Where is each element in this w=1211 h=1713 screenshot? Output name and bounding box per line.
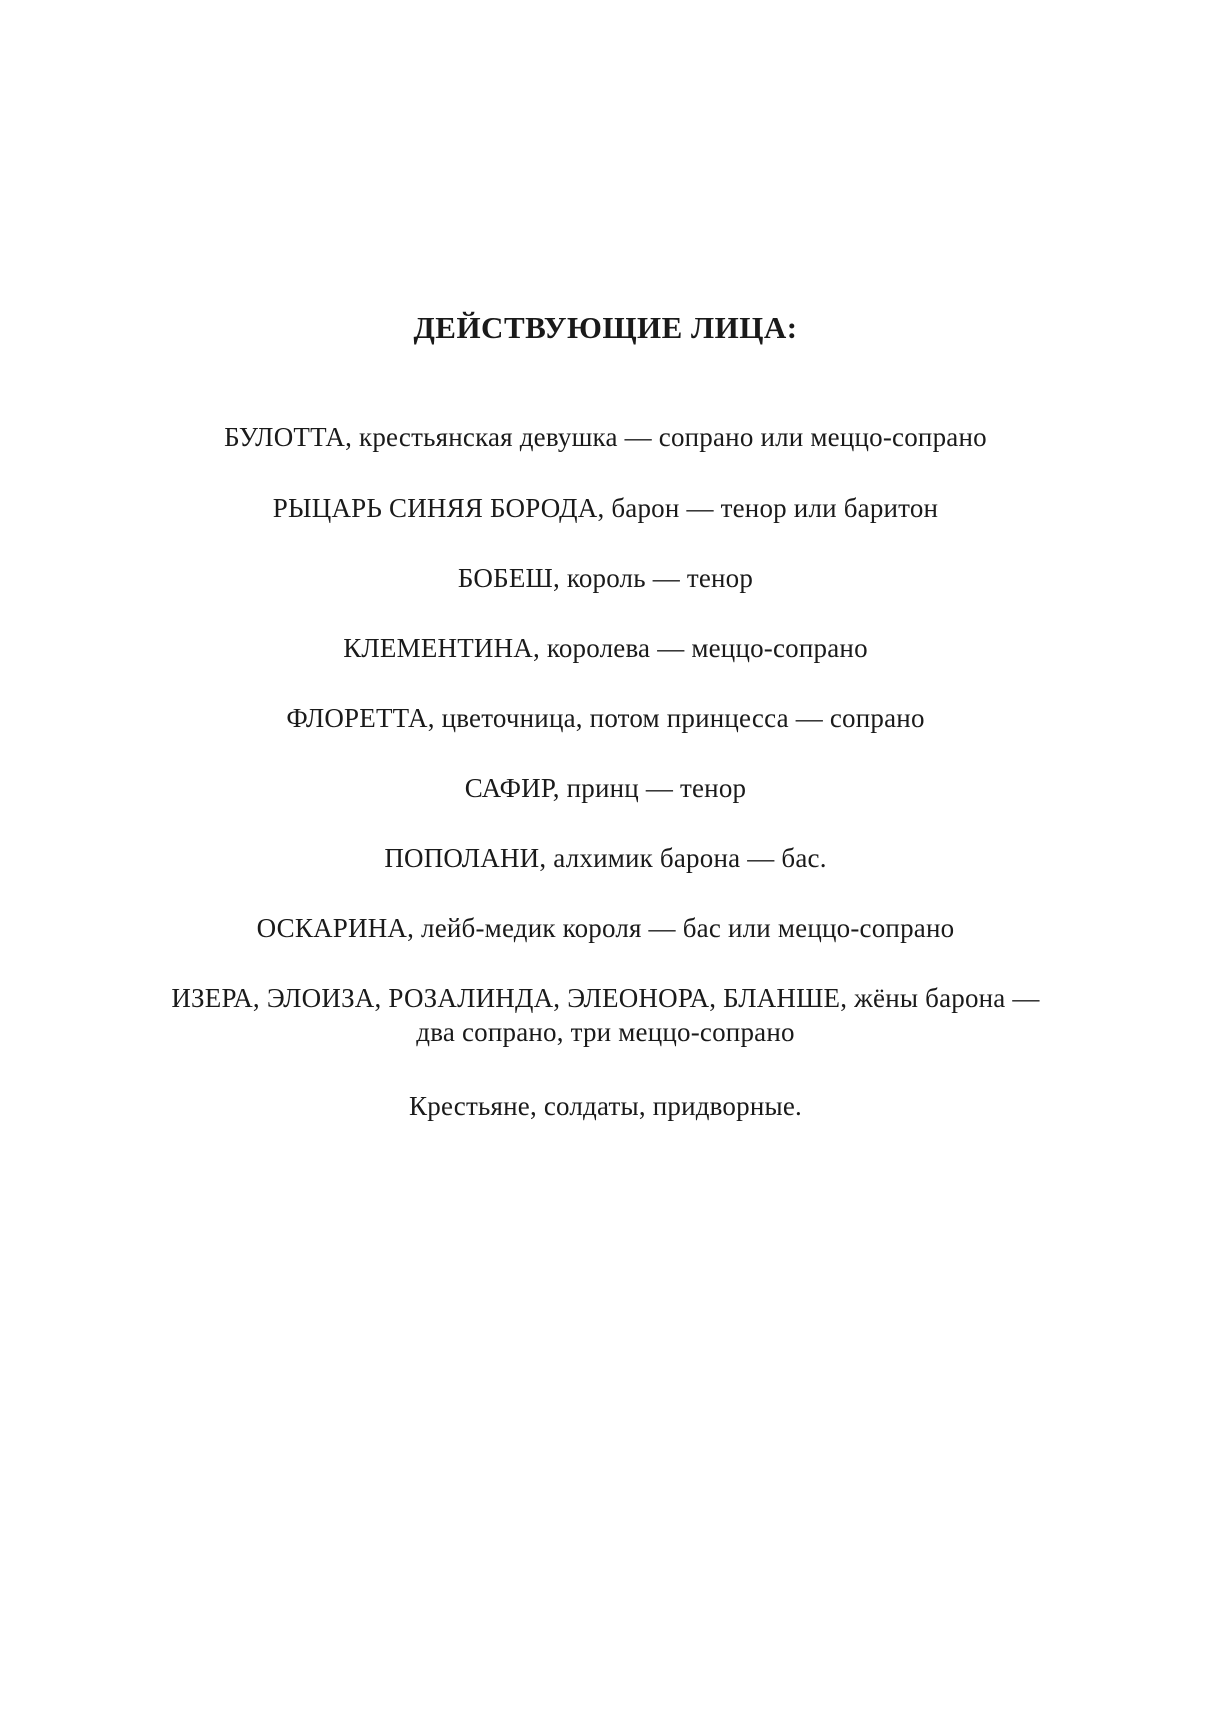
cast-description: , крестьянская девушка — сопрано или меццо-сопрано: [345, 422, 987, 452]
cast-footer-line: Крестьяне, солдаты, придворные.: [409, 1091, 802, 1121]
cast-name: ОСКАРИНА: [256, 913, 408, 943]
cast-name: БУЛОТТА: [224, 422, 346, 452]
cast-entry-wives: [150, 981, 1061, 1049]
cast-name: БОБЕШ: [457, 563, 553, 593]
cast-entry-oscarina: [150, 911, 1061, 945]
cast-entry-saphir: [150, 771, 1061, 805]
cast-description: , алхимик барона — бас.: [539, 843, 827, 873]
cast-name: ПОПОЛАНИ: [384, 843, 540, 873]
cast-description: , король — тенор: [552, 563, 754, 593]
cast-entry-bobeche: [150, 561, 1061, 595]
cast-description: , лейб-медик короля — бас или меццо-сопрано: [407, 913, 955, 943]
cast-name: РЫЦАРЬ СИНЯЯ БОРОДА: [272, 493, 598, 523]
cast-description: , королева — меццо-сопрано: [533, 633, 868, 663]
cast-name: КЛЕМЕНТИНА: [343, 633, 534, 663]
cast-entry-clementine: [150, 631, 1061, 665]
cast-entry-bulotta: [150, 420, 1061, 454]
cast-name: ИЗЕРА, ЭЛОИЗА, РОЗАЛИНДА, ЭЛЕОНОРА, БЛАНШЕ: [171, 983, 841, 1013]
cast-entry-popolani: [150, 841, 1061, 875]
cast-name: САФИР: [464, 773, 553, 803]
cast-description: , барон — тенор или баритон: [597, 493, 939, 523]
cast-entry-fleurette: [150, 701, 1061, 735]
cast-description: , жёны барона — два сопрано, три меццо-сопрано: [416, 983, 1040, 1047]
page-title: ДЕЙСТВУЮЩИЕ ЛИЦА:: [413, 310, 798, 345]
cast-entry-bluebeard: [150, 491, 1061, 525]
cast-description: , цветочница, потом принцесса — сопрано: [427, 703, 925, 733]
cast-name: ФЛОРЕТТА: [286, 703, 428, 733]
cast-description: , принц — тенор: [552, 773, 747, 803]
